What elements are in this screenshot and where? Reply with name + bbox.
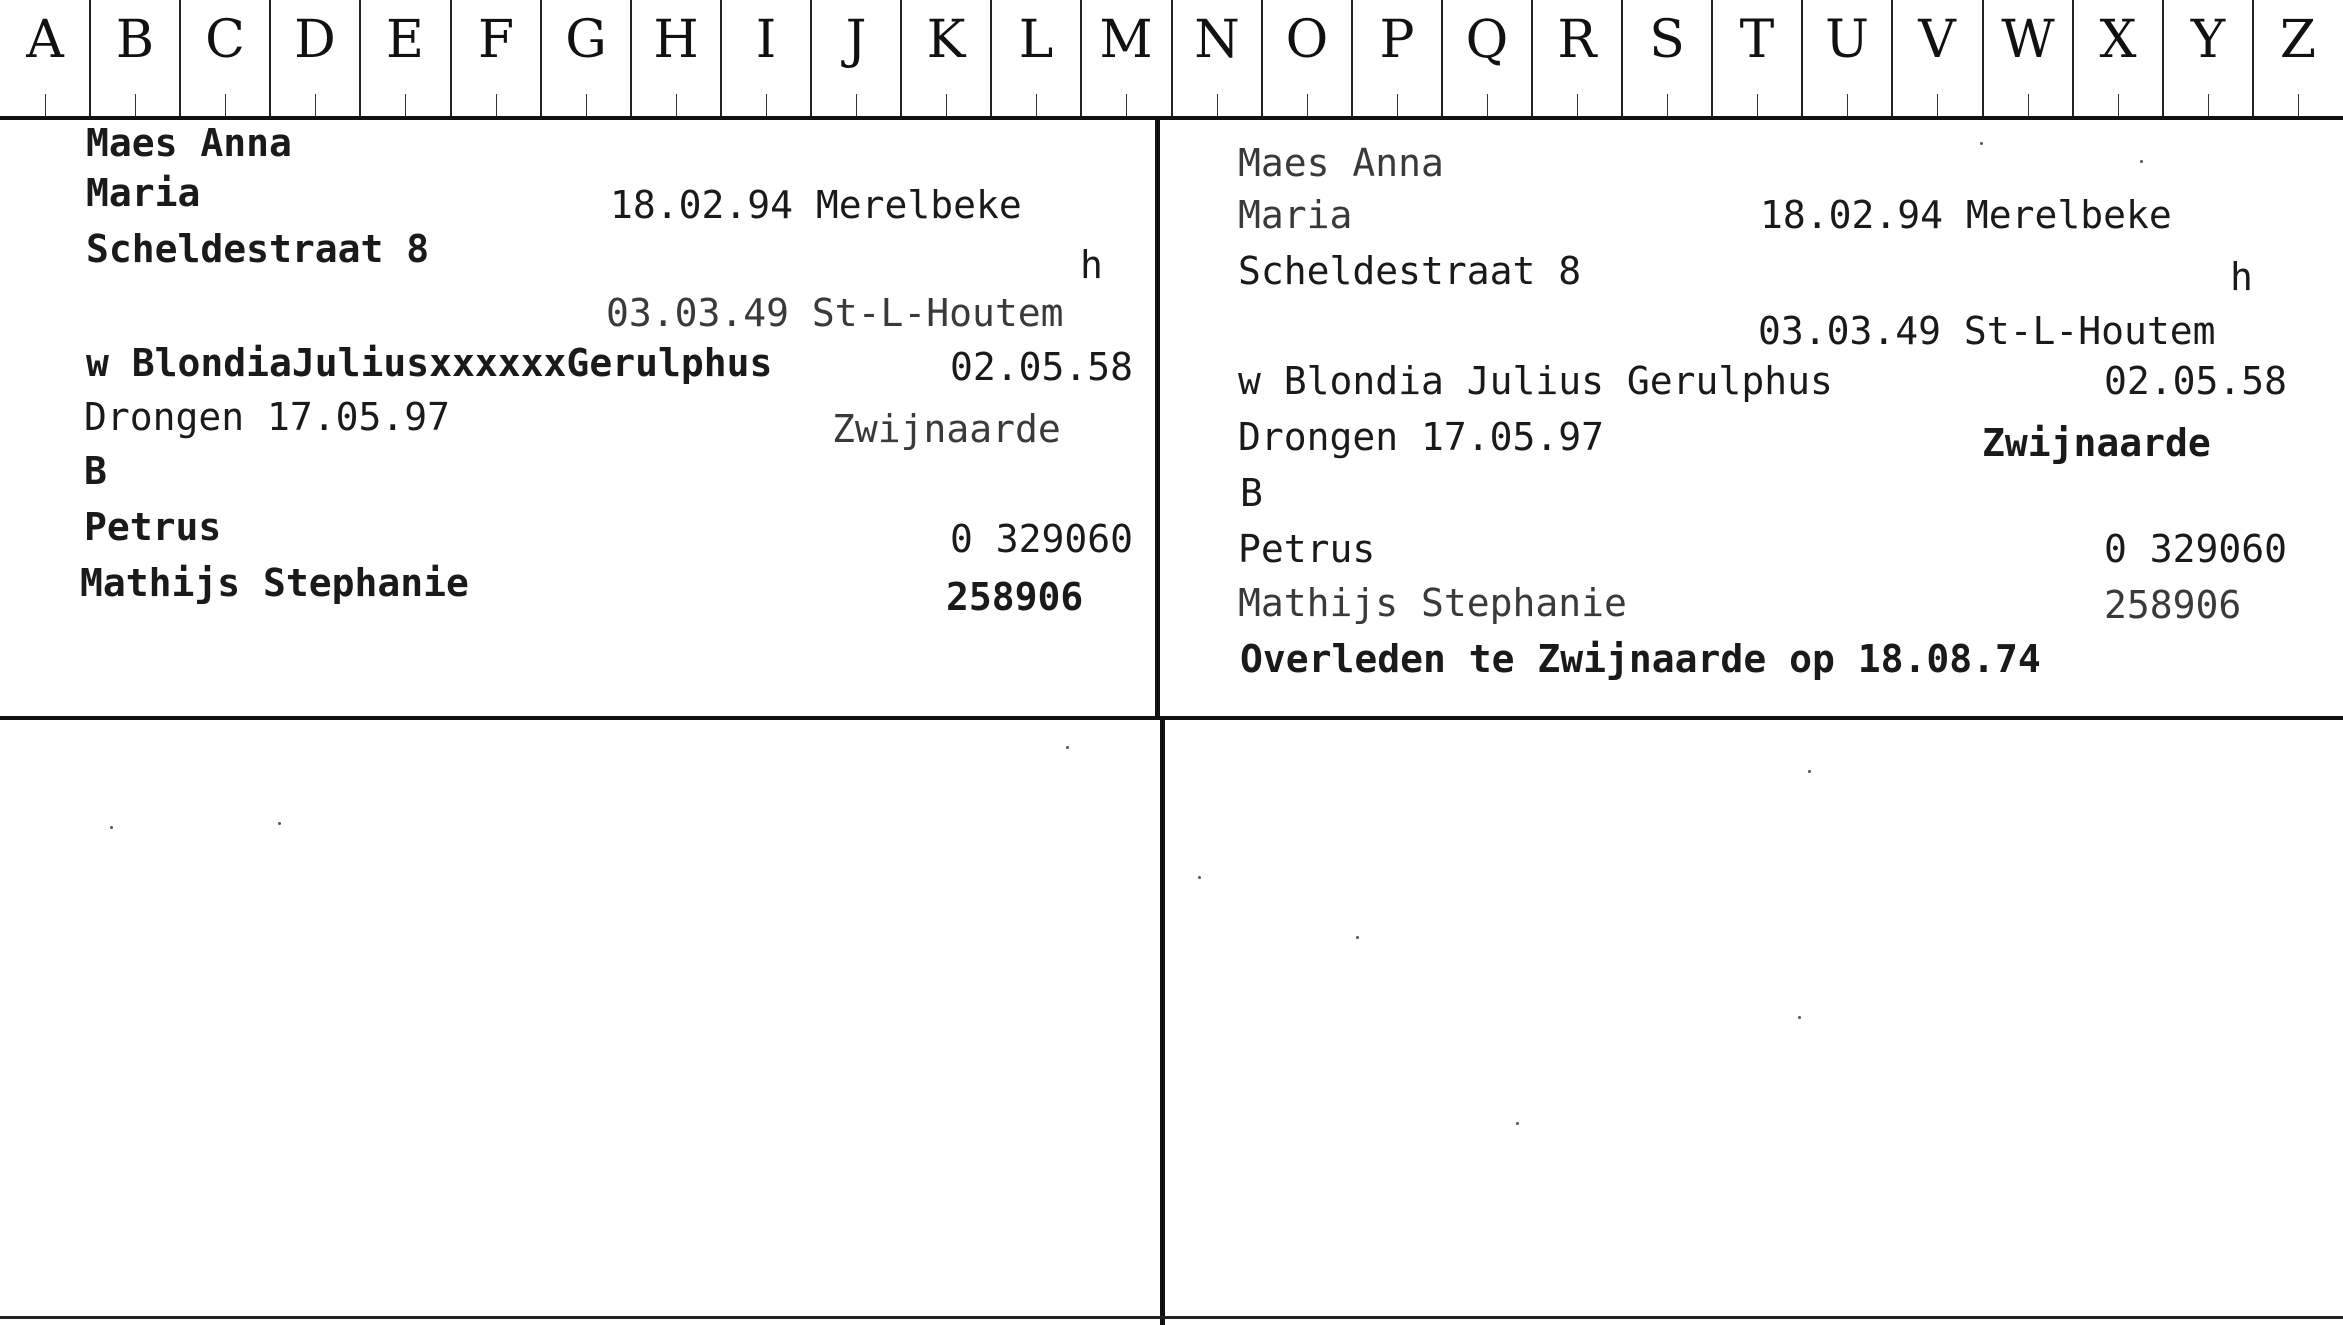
scan-speck — [110, 826, 113, 829]
alphabet-separator — [1711, 0, 1713, 116]
alphabet-separator — [359, 0, 361, 116]
card-residence: Zwijnaarde — [832, 407, 1061, 451]
card-number-2: 258906 — [2104, 583, 2242, 627]
alphabet-letter-label: I — [755, 10, 777, 70]
alphabet-separator — [269, 0, 271, 116]
alphabet-letter-u — [1802, 0, 1892, 116]
alphabet-tick — [1126, 94, 1127, 116]
card-name: Maes Anna — [1238, 141, 1444, 185]
card-residence: Zwijnaarde — [1982, 421, 2211, 465]
alphabet-letter-j — [811, 0, 901, 116]
lower-column-divider — [1160, 720, 1165, 1325]
alphabet-separator — [450, 0, 452, 116]
alphabet-letter-label: W — [2001, 10, 2055, 70]
alphabet-letter-t — [1712, 0, 1802, 116]
alphabet-letter-label: U — [1825, 10, 1869, 70]
alphabet-separator — [630, 0, 632, 116]
alphabet-separator — [1531, 0, 1533, 116]
alphabet-separator — [1982, 0, 1984, 116]
card-spouse: w BlondiaJuliusxxxxxxGerulphus — [86, 341, 773, 385]
card-birth: 18.02.94 Merelbeke — [1760, 193, 2172, 237]
alphabet-tick — [405, 94, 406, 116]
alphabet-letter-label: D — [294, 10, 336, 70]
alphabet-separator — [900, 0, 902, 116]
alphabet-tick — [1757, 94, 1758, 116]
alphabet-tick — [2028, 94, 2029, 116]
alphabet-tick — [1847, 94, 1848, 116]
alphabet-separator — [720, 0, 722, 116]
alphabet-letter-r — [1532, 0, 1622, 116]
alphabet-letter-f — [451, 0, 541, 116]
alphabet-letter-m — [1081, 0, 1171, 116]
alphabet-letter-label: V — [1918, 10, 1956, 70]
alphabet-letter-label: M — [1099, 10, 1153, 70]
alphabet-separator — [1891, 0, 1893, 116]
scan-speck — [1066, 746, 1069, 749]
alphabet-letter-k — [901, 0, 991, 116]
alphabet-letter-label: O — [1285, 10, 1329, 70]
alphabet-letter-label: Z — [2279, 10, 2317, 70]
alphabet-tick — [1307, 94, 1308, 116]
alphabet-separator — [2072, 0, 2074, 116]
alphabet-tick — [1217, 94, 1218, 116]
alphabet-letter-q — [1442, 0, 1532, 116]
alphabet-letter-i — [721, 0, 811, 116]
alphabet-letter-o — [1262, 0, 1352, 116]
alphabet-letter-label: X — [2099, 10, 2137, 70]
alphabet-letter-label: A — [26, 10, 64, 70]
card-marriage: 03.03.49 St-L-Houtem — [1758, 309, 2216, 353]
alphabet-letter-label: L — [1018, 10, 1054, 70]
alphabet-letter-c — [180, 0, 270, 116]
card-spouse-date: 02.05.58 — [2104, 359, 2288, 403]
alphabet-letter-label: Y — [2190, 10, 2226, 70]
alphabet-separator — [2162, 0, 2164, 116]
alphabet-letter-label: B — [115, 10, 155, 70]
alphabet-tick — [766, 94, 767, 116]
alphabet-tick — [1397, 94, 1398, 116]
scan-speck — [1356, 936, 1359, 939]
alphabet-tick — [586, 94, 587, 116]
alphabet-letter-label: P — [1379, 10, 1415, 70]
card-marker: h — [2230, 255, 2253, 299]
card-number-1: 0 329060 — [950, 517, 1134, 561]
alphabet-letter-label: E — [386, 10, 424, 70]
alphabet-letter-n — [1172, 0, 1262, 116]
alphabet-letter-label: F — [477, 10, 515, 70]
card-code: B — [84, 449, 107, 493]
card-spouse: w Blondia Julius Gerulphus — [1238, 359, 1833, 403]
alphabet-letter-y — [2163, 0, 2253, 116]
alphabet-tick — [856, 94, 857, 116]
alphabet-letter-w — [1983, 0, 2073, 116]
alphabet-separator — [1441, 0, 1443, 116]
alphabet-tick — [2208, 94, 2209, 116]
alphabet-letter-g — [541, 0, 631, 116]
card-code: B — [1240, 471, 1263, 515]
scan-speck — [1198, 876, 1201, 879]
alphabet-separator — [990, 0, 992, 116]
alphabet-tick — [1937, 94, 1938, 116]
alphabet-tick — [45, 94, 46, 116]
card-birth: 18.02.94 Merelbeke — [610, 183, 1022, 227]
alphabet-tick — [1036, 94, 1037, 116]
alphabet-letter-label: S — [1649, 10, 1685, 70]
alphabet-tick — [1667, 94, 1668, 116]
alphabet-letter-a — [0, 0, 90, 116]
alphabet-letter-label: T — [1739, 10, 1775, 70]
card-spouse-birth: Drongen 17.05.97 — [84, 395, 451, 439]
alphabet-tick — [2298, 94, 2299, 116]
scan-speck — [1516, 1122, 1519, 1125]
card-given-name: Maria — [1238, 193, 1353, 237]
card-mother: Mathijs Stephanie — [80, 561, 469, 605]
alphabet-letter-d — [270, 0, 360, 116]
alphabet-letter-label: H — [653, 10, 699, 70]
alphabet-separator — [1261, 0, 1263, 116]
alphabet-tick — [135, 94, 136, 116]
card-address: Scheldestraat 8 — [1238, 249, 1582, 293]
alphabet-letter-label: Q — [1465, 10, 1509, 70]
alphabet-letter-p — [1352, 0, 1442, 116]
card-spouse-date: 02.05.58 — [950, 345, 1134, 389]
alphabet-separator — [2252, 0, 2254, 116]
alphabet-separator — [1801, 0, 1803, 116]
alphabet-separator — [810, 0, 812, 116]
alphabet-index-strip — [0, 0, 2343, 120]
alphabet-separator — [1351, 0, 1353, 116]
alphabet-tick — [315, 94, 316, 116]
alphabet-letter-h — [631, 0, 721, 116]
card-marriage: 03.03.49 St-L-Houtem — [606, 291, 1064, 335]
alphabet-letter-z — [2253, 0, 2343, 116]
alphabet-separator — [179, 0, 181, 116]
alphabet-separator — [1621, 0, 1623, 116]
alphabet-letter-label: R — [1557, 10, 1597, 70]
alphabet-separator — [1080, 0, 1082, 116]
alphabet-letter-label: J — [845, 10, 867, 70]
card-number-1: 0 329060 — [2104, 527, 2288, 571]
alphabet-letter-l — [991, 0, 1081, 116]
alphabet-letter-label: K — [926, 10, 966, 70]
card-address: Scheldestraat 8 — [86, 227, 430, 271]
alphabet-letter-b — [90, 0, 180, 116]
alphabet-letter-x — [2073, 0, 2163, 116]
alphabet-letter-v — [1892, 0, 1982, 116]
register-card-left — [0, 120, 1160, 720]
alphabet-letter-label: C — [205, 10, 245, 70]
alphabet-letter-label: G — [565, 10, 607, 70]
register-card-right — [1160, 120, 2343, 720]
card-father: Petrus — [1238, 527, 1376, 571]
card-given-name: Maria — [86, 171, 201, 215]
alphabet-separator — [1171, 0, 1173, 116]
alphabet-tick — [1577, 94, 1578, 116]
scan-speck — [2140, 160, 2143, 163]
alphabet-letter-label: N — [1194, 10, 1240, 70]
scan-speck — [1808, 770, 1811, 773]
alphabet-tick — [2118, 94, 2119, 116]
scan-speck — [1798, 1016, 1801, 1019]
card-death: Overleden te Zwijnaarde op 18.08.74 — [1240, 637, 2041, 681]
card-mother: Mathijs Stephanie — [1238, 581, 1627, 625]
card-spouse-birth: Drongen 17.05.97 — [1238, 415, 1605, 459]
alphabet-tick — [225, 94, 226, 116]
alphabet-tick — [496, 94, 497, 116]
alphabet-separator — [89, 0, 91, 116]
scan-speck — [1980, 142, 1983, 145]
card-father: Petrus — [84, 505, 222, 549]
alphabet-letter-s — [1622, 0, 1712, 116]
card-number-2: 258906 — [946, 575, 1084, 619]
card-name: Maes Anna — [86, 121, 292, 165]
alphabet-letter-e — [360, 0, 450, 116]
scan-speck — [278, 822, 281, 825]
card-marker: h — [1080, 243, 1103, 287]
alphabet-tick — [676, 94, 677, 116]
alphabet-tick — [1487, 94, 1488, 116]
alphabet-separator — [540, 0, 542, 116]
bottom-rule — [0, 1316, 2343, 1319]
alphabet-tick — [946, 94, 947, 116]
